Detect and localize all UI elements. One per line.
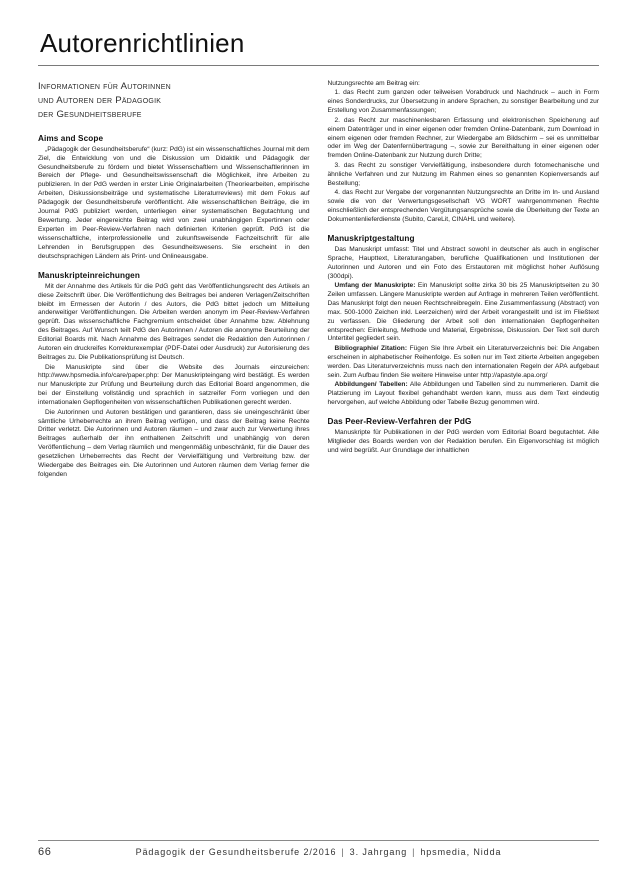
footer-journal: Pädagogik der Gesundheitsberufe 2/2016: [135, 847, 337, 857]
run-in-text: Fügen Sie Ihre Arbeit ein Literaturverzeichnis bei: Die Angaben erscheinen in alphabetischer Reihenfolge. Es sollen nur im Text zitierte Arbeiten angegeben werden. Das Literaturverzeichnis muss nach den internationalen Regeln der APA aufgebaut sein. Zum Aufbau finden Sie weitere Hinweise unter http://apastyle.apa.org/: [327, 344, 600, 379]
numbered-item: 4. das Recht zur Vergabe der vorgenannten Nutzungsrechte an Dritte im In- und Ausland sowie die von der Verwertungsgesellschaft VG WORT wahrgenommenen Rechte einschließlich der entsprechenden Vergütungsansprüche sowie die Überleitung der Texte an Dokumentenlieferdienste (Subito, CareLit, CINAHL und weitere).: [327, 189, 599, 223]
paragraph: Mit der Annahme des Artikels für die PdG geht das Veröffentlichungsrecht des Artikels an diese Zeitschrift über. Die Veröffentlichung des Beitrages bei anderen Verlagen/Zeitschriften bleibt im Ermessen der Autorin / des Autors, die PdG bittet jedoch um Mitteilung anderweitiger Veröffentlichungen. Die Arbeiten werden anonym im Peer-Review-Verfahren geprüft. Das wissenschaftliche Fachgremium entscheidet über Annahme bzw. Ablehnung des Beitrages. Auf Wunsch teilt PdG den Autorinnen / Autoren die anonyme Beurteilung der Editorial Boards mit. Nach Annahme des Beitrages sendet die Redaktion den Autorinnen / Autoren ein druckreifes Korrekturexemplar (PDF-Datei oder Ausdruck) zur Autorisierung des Beitrages zu. Die Publikationsprüfung ist Deutsch.: [38, 282, 310, 362]
paragraph: Das Manuskript umfasst: Titel und Abstract sowohl in deutscher als auch in englischer Sprache, Haupttext, Literaturangaben, berufliche Qualifikationen und Institutionen der Autorinnen und Autoren und ein Foto des Erstautoren mit möglichst hoher Auflösung (300dpi).: [327, 245, 599, 280]
numbered-item: 3. das Recht zu sonstiger Vervielfältigung, insbesondere durch fotomechanische und ähnliche Verfahren und zur Nutzung im Rahmen eines so genannten Kopienversands auf Bestellung;: [327, 161, 599, 187]
run-in-paragraph-umfang: [328, 282, 600, 344]
footer-divider: [38, 840, 599, 841]
paragraph: „Pädagogik der Gesundheitsberufe“ (kurz: PdG) ist ein wissenschaftliches Journal mit dem Ziel, die Entwicklung von und die Diskussion um Didaktik und Pädagogik der Gesundheitsberufe zu fördern und bietet Wissenschaftlern und Wissenschaftlerinnen im Bereich der Pflege- und Gesundheitswissenschaft die Möglichkeit, ihre Arbeiten zu publizieren. In der PdG werden in erster Linie Originalarbeiten (Theoriearbeiten, empirische Arbeiten, Diskussionsbeiträge und systematische Literaturreviews) mit dem Fokus auf Pädagogik der Gesundheitsberufe veröffentlicht. Alle wissenschaftlichen Beiträge, die im Journal PdG publiziert werden, unterliegen einer systematischen Begutachtung und Bewertung. Jeder eingereichte Beitrag wird von zwei unabhängigen Expertinnen oder Experten im Peer-Review-Verfahren nach definierten Kriterien geprüft. PdG ist die wissenschaftliche, interprofessionelle und zukunftsweisende Fachzeitschrift für alle Lehrenden in Berufsgruppen des Gesundheitswesens. Sie erscheint in den deutschsprachigen Ländern als Print- und Onlineausgabe.: [38, 145, 310, 260]
section-heading-peer-review: Das Peer-Review-Verfahren der PdG: [327, 416, 472, 426]
footer-publisher: hpsmedia, Nidda: [420, 847, 502, 857]
run-in-label: Bibliographie/ Zitation:: [334, 344, 408, 352]
run-in-text: Ein Manuskript sollte zirka 30 bis 25 Manuskriptseiten zu 30 Zeilen umfassen. Längere Manuskripte werden auf Anfrage in mehreren Teilen veröffentlicht. Das Manuskript folgt den neuen Rechtschreibregeln. Eine Zusammenfassung (Abstract) von max. 500-1000 Zeichen inkl. Leerzeichen) wird der Arbeit vorangestellt und ist im Fließtext zu verfassen. Die Gliederung der Arbeit soll den internationalen Gepflogenheiten entsprechen: Einleitung, Methode und Material, Ergebnisse, Diskussion. Der Text soll durch Untertitel gegliedert sein.: [327, 281, 599, 343]
section-heading-manuskripteinreichungen: Manuskripteinreichungen: [38, 270, 140, 280]
footer-citation: [78, 847, 559, 857]
subtitle-kicker: [38, 80, 310, 122]
run-in-paragraph-abbildungen: [328, 381, 600, 408]
footer-volume: 3. Jahrgang: [349, 847, 408, 857]
paragraph-lead: Nutzungsrechte am Beitrag ein:: [327, 80, 420, 87]
section-heading-manuskriptgestaltung: Manuskriptgestaltung: [327, 233, 415, 243]
run-in-label: Umfang der Manuskripte:: [334, 281, 416, 289]
left-column: [38, 80, 310, 480]
title-divider: [38, 65, 599, 66]
numbered-item: 1. das Recht zum ganzen oder teilweisen Vorabdruck und Nachdruck – auch in Form eines Sonderdrucks, zur Übersetzung in andere Sprachen, zu sonstiger Bearbeitung und zur Erstellung von Zusammenfassungen;: [327, 89, 599, 115]
footer-separator-1: |: [341, 847, 345, 857]
section-heading-aims-and-scope: Aims and Scope: [38, 133, 104, 143]
right-column: [328, 80, 600, 456]
page-number: 66: [38, 846, 52, 858]
kicker-line-2: und Autoren der Pädagogik: [38, 94, 162, 106]
run-in-text: Alle Abbildungen und Tabellen sind zu nummerieren. Damit die Platzierung im Layout flexibel gehandhabt werden kann, muss aus dem Text eindeutig hervorgehen, auf welche Abbildung oder Tabelle Bezug genommen wird.: [327, 381, 599, 406]
page-title: Autorenrichtlinien: [40, 28, 245, 58]
paragraph: Manuskripte für Publikationen in der PdG werden vom Editorial Board begutachtet. Alle Mitglieder des Boards werden von der Redaktion berufen. Ein Eigenvorschlag ist möglich und wird begrüßt. Aur Grundlage der inhaltlichen: [327, 428, 599, 454]
run-in-paragraph-bibliographie: [328, 345, 600, 381]
kicker-line-1: Informationen für Autorinnen: [38, 81, 171, 92]
two-column-layout: [38, 80, 599, 480]
footer-separator-2: |: [412, 847, 416, 857]
paragraph: Die Autorinnen und Autoren bestätigen und garantieren, dass sie uneingeschränkt über sämtliche Urheberrechte an ihrem Beitrag verfügen, und dass der Beitrag keine Rechte Dritter verletzt. Die Autorinnen und Autoren räumen – und zwar auch zur Verwertung ihres Beitrages außerhalb der ihn enthaltenen Zeitschrift und unabhängig von deren Veröffentlichung – dem Verlag räumlich und mengenmäßig unbeschränkt, für die Dauer des gesetzlichen Urheberrechts das Recht der Vervielfältigung und Verbreitung bzw. der Wiedergabe des Beitrages ein. Die Autorinnen und Autoren räumen dem Verlag ferner die folgenden: [38, 408, 310, 479]
kicker-line-3: der Gesundheitsberufe: [38, 108, 142, 120]
page-footer: [38, 840, 599, 858]
footer-line: [38, 846, 599, 858]
run-in-label: Abbildungen/ Tabellen:: [334, 381, 408, 389]
numbered-item: 2. das Recht zur maschinenlesbaren Erfassung und elektronischen Speicherung auf einem Datenträger und in einer eigenen oder fremden Online-Datenbank, zum Download in einem eigenen oder fremden Rechner, zur Wiedergabe am Bildschirm – sei es unmittelbar oder im Weg der Datenfernübertragung –, sowie zur Bereithaltung in einer eigenen oder fremden Online-Datenbank zur Nutzung durch Dritte;: [327, 116, 599, 160]
paragraph: Die Manuskripte sind über die Website des Journals einzureichen: http://www.hpsmedia.info/care/paper.php: Der Manuskripteingang wird bestätigt. Es werden nur Manuskripte zur Prüfung und Beurteilung durch das Editorial Board angenommen, die bei der Einstellung vollständig und sprachlich in satzreifer Form vorliegen und den internationalen Gepflogenheiten von wissenschaftlichen Publikationen gerecht werden.: [38, 363, 310, 407]
